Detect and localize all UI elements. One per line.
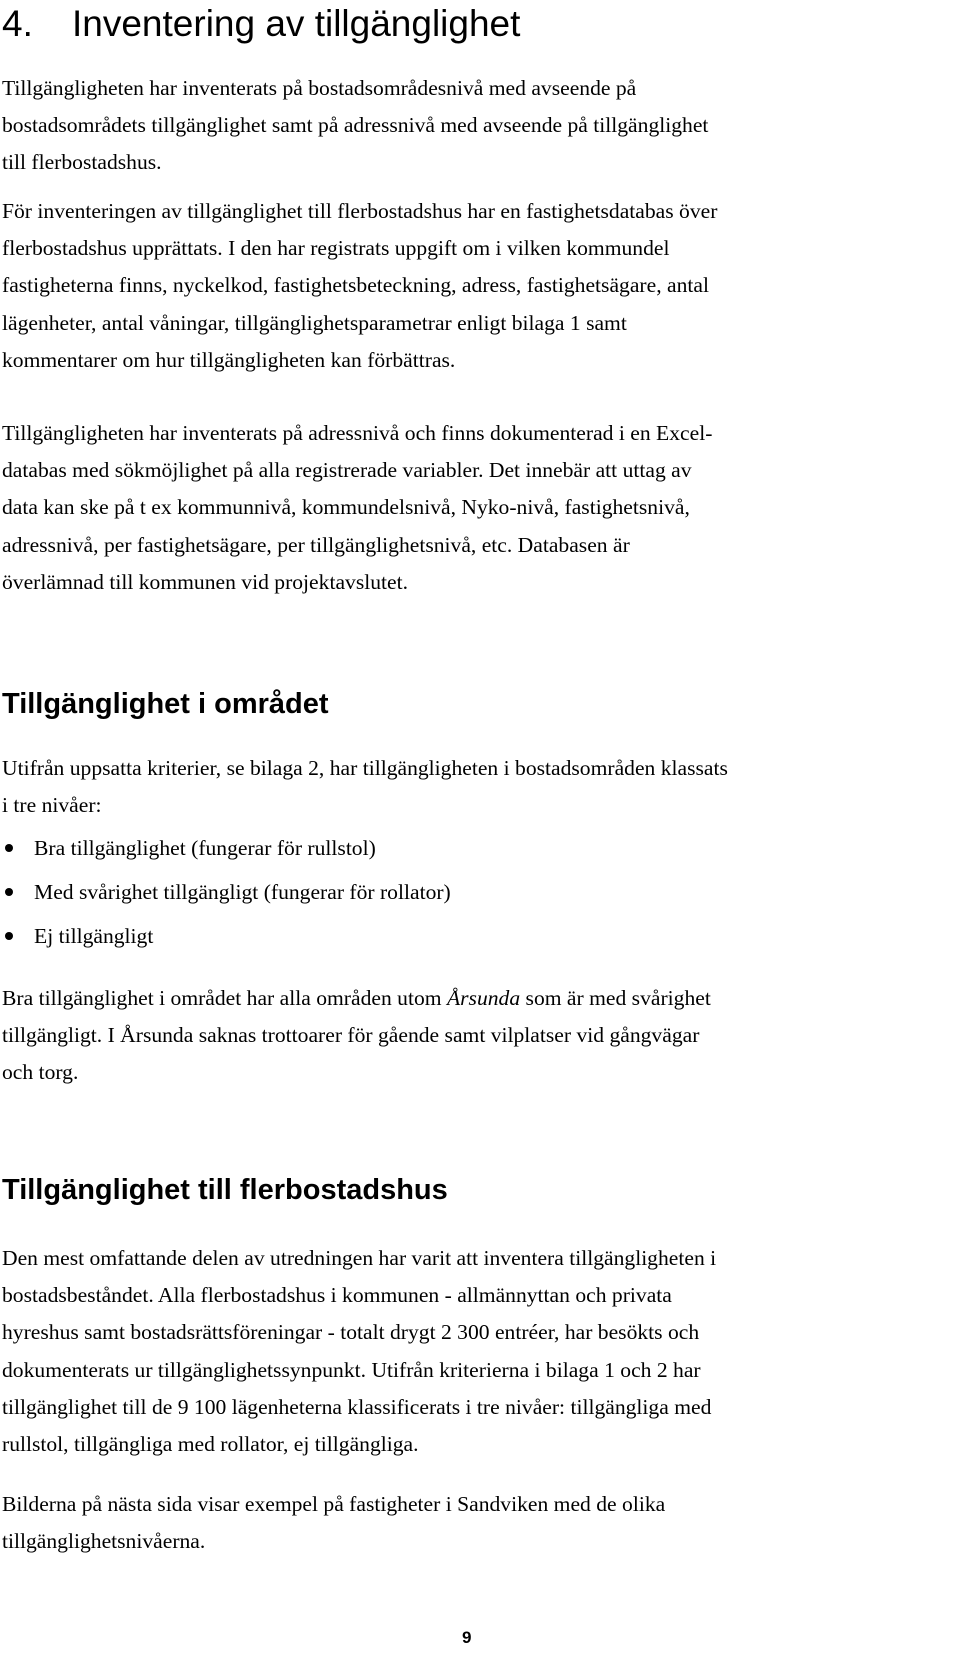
list-item [2,874,451,918]
list-item-text: Ej tillgängligt [34,924,154,948]
intro-paragraph-2 [2,193,937,379]
text-line: lägenheter, antal våningar, tillgänglighetsparametrar enligt bilaga 1 samt [2,310,627,335]
accessibility-levels-list [2,830,451,962]
text-line [2,980,937,1017]
text-line: För inventeringen av tillgänglighet till flerbostadshus har en fastighetsdatabas över [2,199,718,223]
housing-paragraph-2 [2,1486,937,1560]
text-line: dokumenterats ur tillgänglighetssynpunkt. Utifrån kriterierna i bilaga 1 och 2 har [2,1357,701,1382]
text-line: databas med sökmöjlighet på alla registrerade variabler. Det innebär att uttag av [2,458,692,483]
text-line: data kan ske på t ex kommunnivå, kommundelsnivå, Nyko-nivå, fastighetsnivå, [2,495,690,520]
area-heading: Tillgänglighet i området [2,688,329,720]
list-item [2,830,451,874]
area-summary-paragraph [2,980,937,1092]
text-line: till flerbostadshus. [2,150,162,175]
intro-paragraph-1 [2,70,937,182]
text-line: Den mest omfattande delen av utredningen har varit att inventera tillgängligheten i [2,1246,717,1270]
text-line: bostadsbeståndet. Alla flerbostadshus i kommunen - allmännyttan och privata [2,1283,672,1308]
area-intro-paragraph [2,750,937,824]
bullet-icon [5,932,13,940]
place-name-italic: Årsunda [446,986,521,1010]
bullet-icon [5,888,13,896]
section-heading [2,2,520,46]
text-line: tillgänglighetsnivåerna. [2,1529,206,1554]
list-item [2,918,451,962]
text-line: Bilderna på nästa sida visar exempel på fastigheter i Sandviken med de olika [2,1492,666,1516]
text-line: i tre nivåer: [2,793,102,818]
section-title: Inventering av tillgänglighet [72,3,521,44]
text-line: bostadsområdets tillgänglighet samt på adressnivå med avseende på tillgänglighet [2,113,709,138]
text-line: tillgänglighet till de 9 100 lägenheterna klassificerats i tre nivåer: tillgängliga med [2,1394,712,1419]
text-run: Bra tillgänglighet i området har alla områden utom [2,986,447,1010]
text-run: som är med svårighet [520,986,711,1010]
text-line: hyreshus samt bostadsrättsföreningar - totalt drygt 2 300 entréer, har besökts och [2,1320,700,1345]
text-line: rullstol, tillgängliga med rollator, ej tillgängliga. [2,1432,419,1457]
housing-paragraph-1 [2,1240,937,1463]
page-number: 9 [462,1628,472,1647]
text-line: Utifrån uppsatta kriterier, se bilaga 2, har tillgängligheten i bostadsområden klassats [2,756,728,780]
housing-heading: Tillgänglighet till flerbostadshus [2,1174,448,1206]
text-line: tillgängligt. I Årsunda saknas trottoarer för gående samt vilplatser vid gångvägar [2,1023,700,1048]
text-line: överlämnad till kommunen vid projektavslutet. [2,569,409,594]
text-line: adressnivå, per fastighetsägare, per tillgänglighetsnivå, etc. Databasen är [2,532,630,557]
text-line: och torg. [2,1060,79,1085]
text-line: flerbostadshus upprättats. I den har registrats uppgift om i vilken kommundel [2,236,670,261]
section-number: 4. [2,3,33,44]
intro-paragraph-3 [2,415,937,601]
text-line: Tillgängligheten har inventerats på adressnivå och finns dokumenterad i en Excel- [2,421,713,445]
text-line: fastigheterna finns, nyckelkod, fastighetsbeteckning, adress, fastighetsägare, antal [2,273,709,298]
list-item-text: Med svårighet tillgängligt (fungerar för rollator) [34,880,451,904]
bullet-icon [5,844,13,852]
list-item-text: Bra tillgänglighet (fungerar för rullstol) [34,836,376,860]
text-line: kommentarer om hur tillgängligheten kan förbättras. [2,347,456,372]
text-line: Tillgängligheten har inventerats på bostadsområdesnivå med avseende på [2,76,637,100]
